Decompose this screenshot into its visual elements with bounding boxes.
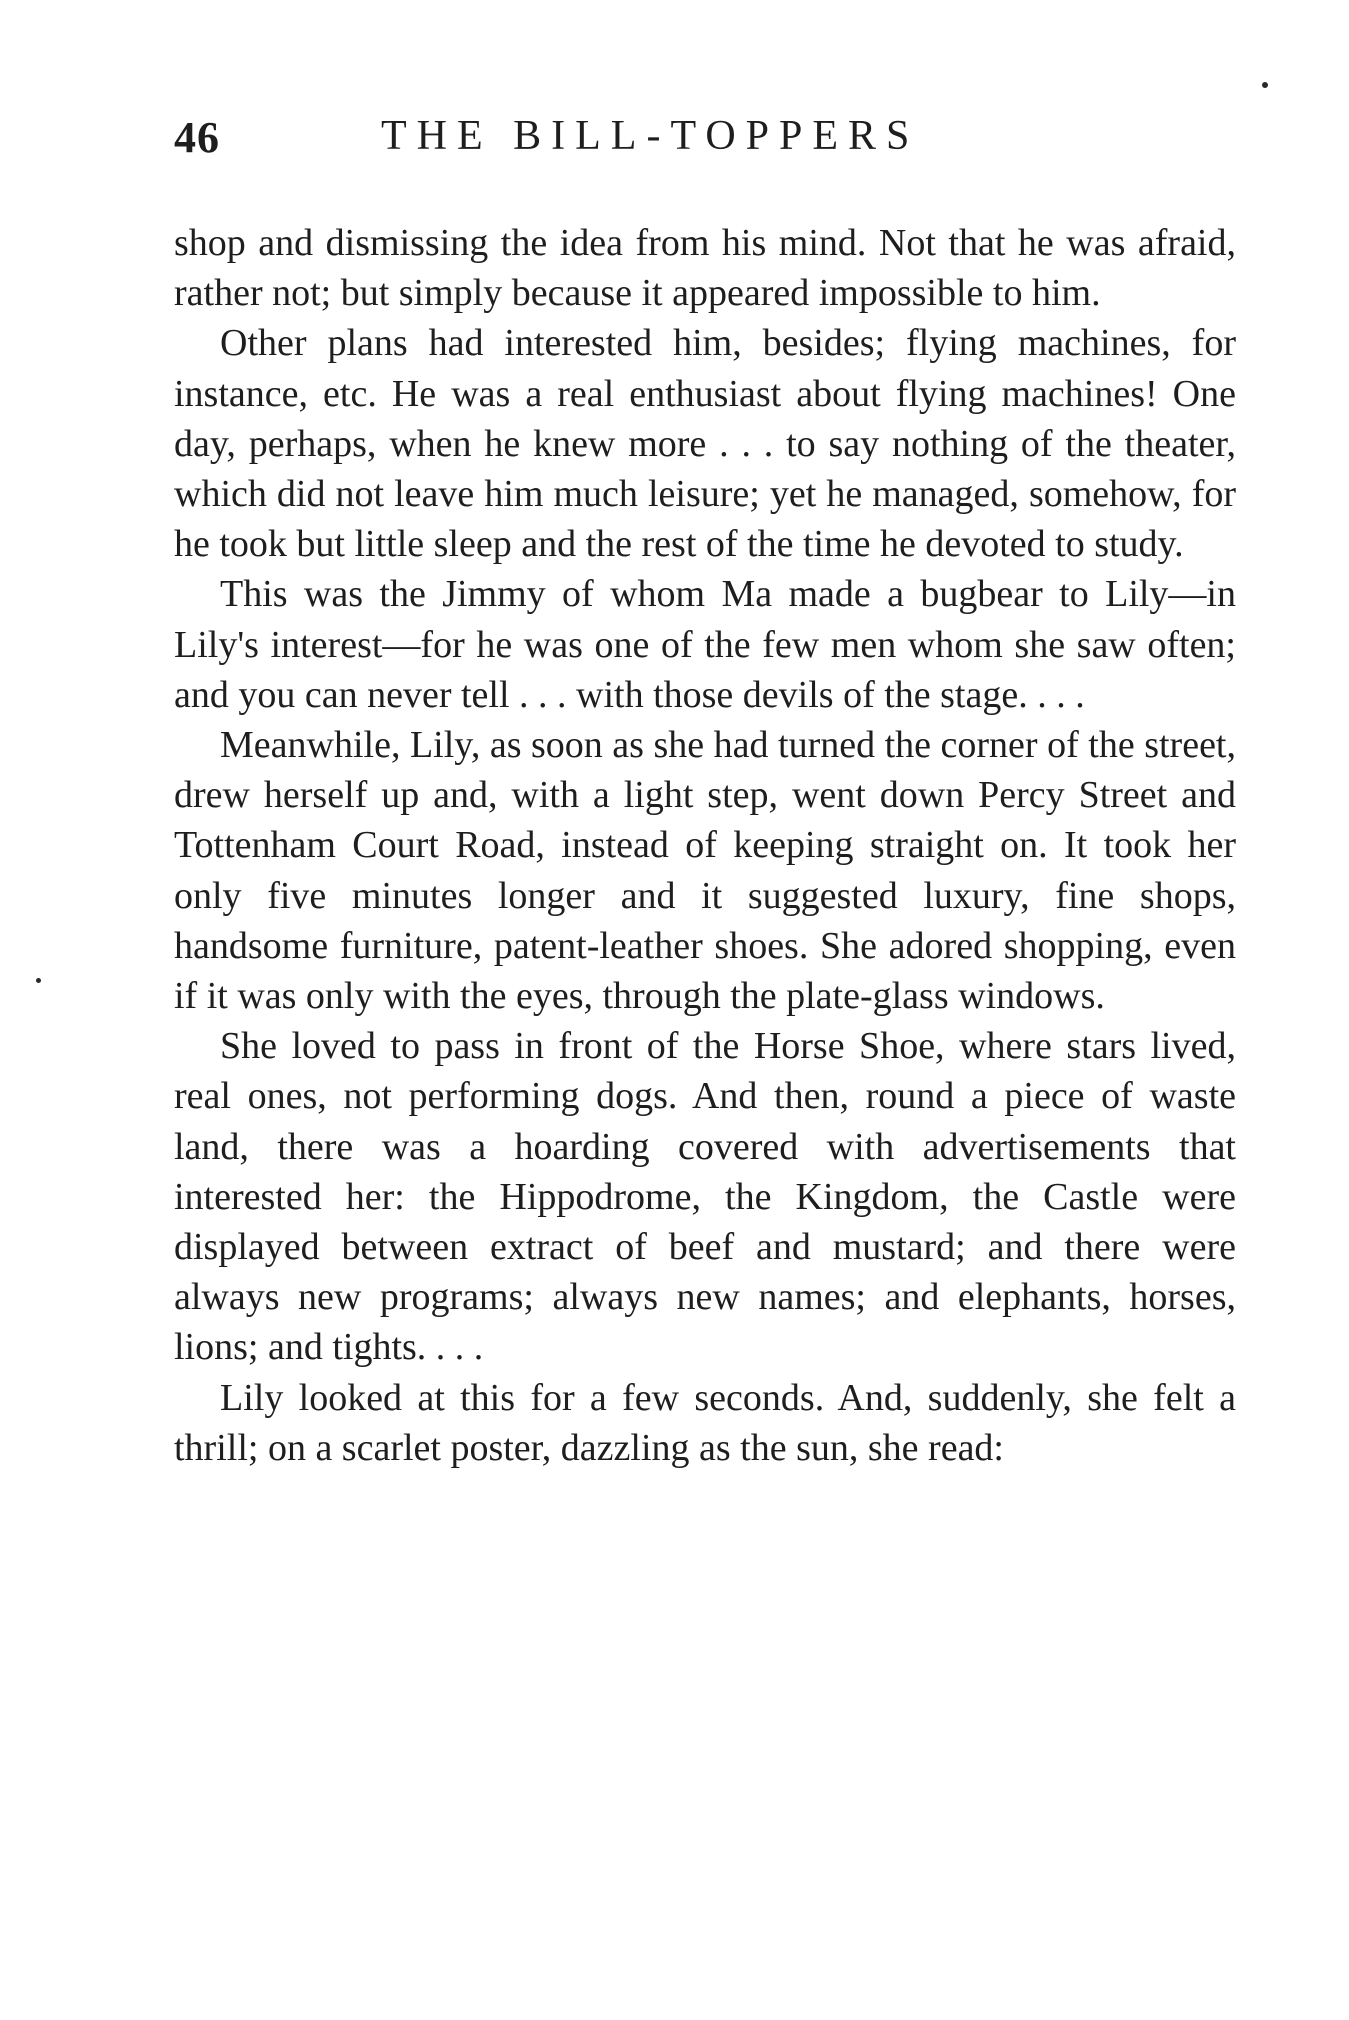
- paragraph: She loved to pass in front of the Horse Shoe, where stars lived, real ones, not performing dogs. And then, round a piece of waste land, there was a hoarding covered with advertisements that interested her: the Hippodrome, the Kingdom, the Castle were displayed between extract of beef and mustard; and there were always new programs; always new names; and elephants, horses, lions; and tights. . . .: [174, 1025, 1236, 1369]
- running-title: THE BILL-TOPPERS: [381, 113, 920, 159]
- paragraph: Meanwhile, Lily, as soon as she had turned the corner of the street, drew herself up and, with a light step, went down Percy Street and Tottenham Court Road, instead of keeping straight on. It took her only five minutes longer and it suggested luxury, fine shops, handsome furniture, patent-leather shoes. She adored shopping, even if it was only with the eyes, through the plate-glass windows.: [174, 724, 1236, 1018]
- paragraph: Lily looked at this for a few seconds. And, suddenly, she felt a thrill; on a scarlet poster, dazzling as the sun, she read:: [174, 1376, 1236, 1469]
- body-text: [174, 218, 1236, 1473]
- paragraph: This was the Jimmy of whom Ma made a bugbear to Lily—in Lily's interest—for he was one of the few men whom she saw often; and you can never tell . . . with those devils of the stage. . . .: [174, 573, 1236, 716]
- paragraph: shop and dismissing the idea from his mind. Not that he was afraid, rather not; but simply because it appeared impossible to him.: [174, 222, 1236, 315]
- print-speck: [36, 978, 41, 983]
- page-header: [174, 112, 1234, 172]
- paragraph: Other plans had interested him, besides; flying machines, for instance, etc. He was a real enthusiast about flying machines! One day, perhaps, when he knew more . . . to say nothing of the theater, which did not leave him much leisure; yet he managed, somehow, for he took but little sleep and the rest of the time he devoted to study.: [174, 322, 1236, 566]
- page-number: 46: [174, 113, 220, 162]
- print-speck: [1262, 82, 1268, 88]
